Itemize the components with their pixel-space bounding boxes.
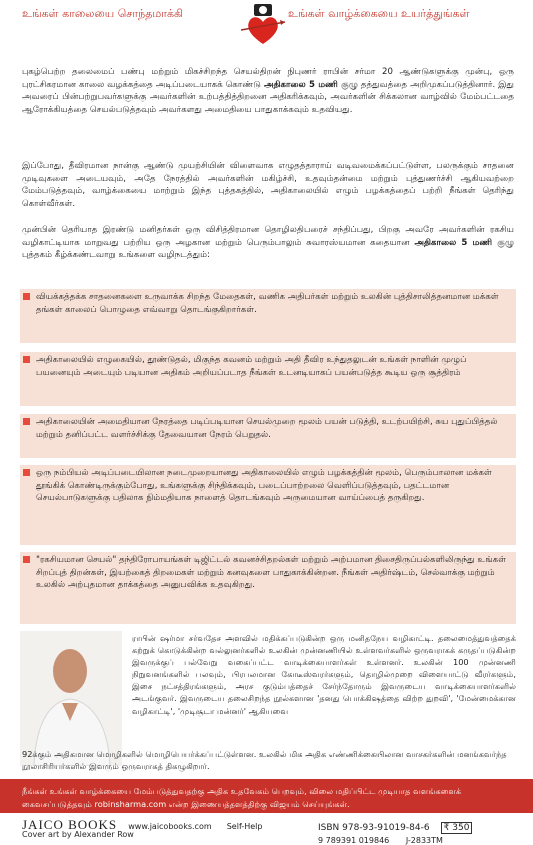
bullet-item xyxy=(20,352,516,406)
author-photo xyxy=(20,631,122,766)
intro-p3-text-a: முன்பின் தெரியாத இரண்டு மனிதர்கள் ஒரு விசித்திரமான தொழிலதிபரைச் சந்திப்பது, பிறகு அவரே அவர்களின் ரகசிய வழிகாட்டியாக மாறுவது பற்றிய ஒரு அழகான மற்றும் பெரும்பாலும் சுவாரஸ்யமான கதையான xyxy=(22,225,514,248)
bullet-square-icon xyxy=(23,418,30,425)
bullet-item xyxy=(20,552,516,624)
publisher-url: www.jaicobooks.com xyxy=(128,822,212,831)
bullet-square-icon xyxy=(23,356,30,363)
price-tag: ₹ 350 xyxy=(441,822,473,834)
author-bio: ராபின் ஷர்மா சர்வதேச அளவில் மதிக்கப்படுகின்ற ஒரு மனிதநேய வழிகாட்டி. தலைமைத்துவத்தைக் கற்றுக் கொடுக்கின்ற வல்லுனர்களில் உலகின் முன்னணியில் உள்ளவர்களில் ஒருவராகக் கருதப்படுகின்ற இவருக்குப் பல்வேறு வகைப்பட்ட வாடிக்கையாளர்கள் உள்ளனர். உலகின் 100 முன்னணி நிறுவனங்களில் பலவும், பிரபலமான கோடீஸ்வரர்களும், தொழில்முறை விளையாட்டு வீரர்களும், இசை நட்சத்திரங்களும், அரச குடும்பத்தைச் சேர்ந்தோரும் இவருடைய வாடிக்கையாளர்களில் அடங்குவர். இவருடைய தலைசிறந்த நூல்களான 'தனது பொக்கிஷத்தை விற்ற துறவி', 'மேன்மைக்கான வழிகாட்டி', 'முடிசூடா மன்னர்' ஆகியவை xyxy=(132,633,516,716)
heart-clock-logo-icon xyxy=(238,0,288,50)
bullet-item xyxy=(20,465,516,545)
author-bio-end: 92க்கும் அதிகமான மொழிகளில் மொழிபெயர்க்கப்பட்டுள்ளன. உலகில் மிக அதிக எண்ணிக்கையிலான வாசகர்களின் மனங்கவர்ந்த நூலாசிரியர்களில் இவரும் ஒருவராகத் திகழுகிறார். xyxy=(22,749,507,772)
intro-p1-text-a: புகழ்பெற்ற தலைமைப் பண்பு மற்றும் மிகச்சிறந்த செயல்திறன் நிபுணர் ராபின் சர்மா 20 ஆண்டுகளுக்கு முன்பு, ஒரு புரட்சிகரமான காலை வழக்கத்தை அடிப்படையாகக் கொண்டு xyxy=(22,67,514,90)
intro-paragraph-1 xyxy=(22,66,514,116)
intro-p3-text-b: புத்தகம் கீழ்க்கண்டவாறு உங்களை வழிநடத்தும்: xyxy=(22,250,210,261)
bullet-square-icon xyxy=(23,293,30,300)
intro-paragraph-2: இப்போது, தீவிரமான நான்கு ஆண்டு முயற்சியின் விளைவாக எழுதத்தாராய் வடிவமைக்கப்பட்டுள்ள, பலருக்கும் சாதனை முடிவுகளை அடையவும், அதே நேரத்தில் அவர்களின் மகிழ்ச்சி, உதவும்தன்மை மற்றும் புத்துணர்ச்சி ஆகியவற்றை மேம்படுத்தவும், வாழ்க்கையை மாற்றும் இந்த புத்தகத்தில், அதிகாலையில் எழும் பழக்கத்தைப் பற்றி நீங்கள் தெரிந்து கொள்வீர்கள். xyxy=(22,161,514,209)
bullet-item xyxy=(20,414,516,458)
bullet-item xyxy=(20,289,516,343)
publisher-logo-text: JAICO BOOKS xyxy=(22,817,118,832)
bullet-text: அதிகாலையில் எழுகையில், தூண்டுதல், மிகுந்த கவனம் மற்றும் அதி தீவிர உந்துதலுடன் உங்கள் நாளின் முழுப் பயனையும் அடையும் படியான அதிகம் அறியப்படாத நீங்கள் உடனடியாகப் பயன்படுத்த கூடிய ஒரு சூத்திரம் xyxy=(36,355,467,378)
isbn-panel xyxy=(318,815,510,845)
bullet-text: "ரகசியமான செயல்" தந்திரோபாயங்கள் டிஜிட்டல் கவனச்சிதறல்கள் மற்றும் அற்பமான திசைதிருப்பல்களிலிருந்து உங்கள் சிறப்புத் திறன்கள், இயற்கைத் திறமைகள் மற்றும் கனவுகளை பாதுகாக்கின்றன. நீங்கள் அதிர்ஷ்டம், செல்வாக்கு மற்றும் உலகில் அற்புதமான தாக்கத்தை அனுபவிக்க உதவுகிறது. xyxy=(36,555,506,591)
bullet-text: வியக்கத்தக்க சாதனைகளை உருவாக்க சிறந்த மேதைகள், வணிக அதிபர்கள் மற்றும் உலகின் புத்திசாலித்தனமான மக்கள் தங்கள் காலைப் பொழுதை எவ்வாறு தொடங்குகிறார்கள். xyxy=(36,292,499,315)
intro-paragraph-3 xyxy=(22,224,514,262)
bullet-square-icon xyxy=(23,556,30,563)
intro-p1-text-b: தத்துவத்தை அறிமுகப்படுத்தினார். இது அவரைப் பின்பற்றுபவர்களுக்கு அவர்களின் உற்பத்தித்திறனை அதிகரிக்கவும், அவர்களின் சிக்கலான வாழ்வில் மேம்பட்டதை ஆரோக்கியத்தை செயல்படுத்தவும் அவர்களது அமைதியை பாதுகாக்கவும் உதவியது. xyxy=(22,79,514,115)
header-tagline-left: உங்கள் காலையை சொந்தமாக்கி xyxy=(22,7,184,20)
cover-art-credit: Cover art by Alexander Row xyxy=(22,830,134,839)
intro-p3-title: அதிகாலை 5 மணி குழு xyxy=(414,237,515,248)
intro-p1-title: அதிகாலை 5 மணி குழு xyxy=(263,79,358,90)
header-tagline-right: உங்கள் வாழ்க்கையை உயர்த்துங்கள் xyxy=(288,7,470,20)
promo-text: நீங்கள் உங்கள் வாழ்க்கையை மேம்படுத்துவதற்கு அதிக உதவேகம் பெறவும், விலை மதிப்பிட்ட முடியாத வளங்களைக் கைவசப்படுத்தவும் robinsharma.com என்ற இணையத்தளத்திற்கு விஜயம் செய்யுங்கள். xyxy=(22,786,462,809)
promo-bar xyxy=(0,779,533,813)
barcode-number: 9 789391 019846 xyxy=(318,836,390,845)
bullet-square-icon xyxy=(23,469,30,476)
bullet-text: ஒரு நம்பியல் அடிப்படையிலான நடைமுறையானது அதிகாலையில் எழும் பழக்கத்தின் மூலம், பெரும்பாலான மக்கள் தூங்கிக் கொண்டிருக்கும்போது, உங்களுக்கு சிந்திக்கவும், படைப்பாற்றலை வெளிப்படுத்தவும், பதட்டமான செயல்பாடுகளுக்கு பதிலாக நிம்மதியாக நாளைத் தொடங்கவும் அருமையான வாய்ப்பைத் தருகிறது. xyxy=(36,468,492,504)
isbn-text: ISBN 978-93-91019-84-6 xyxy=(318,823,430,833)
genre-label: Self-Help xyxy=(226,822,263,831)
catalog-code: J-2833TM xyxy=(405,836,443,845)
bullet-text: அதிகாலையின் அமைதியான நேரத்தை படிப்படியான செயல்முறை மூலம் பயன் படுத்தி, உடற்பயிற்சி, சுய புதுப்பித்தல் மற்றும் தனிப்பட்ட வளர்ச்சிக்கு தேவையான நேரம் பெறுதல். xyxy=(36,417,498,440)
